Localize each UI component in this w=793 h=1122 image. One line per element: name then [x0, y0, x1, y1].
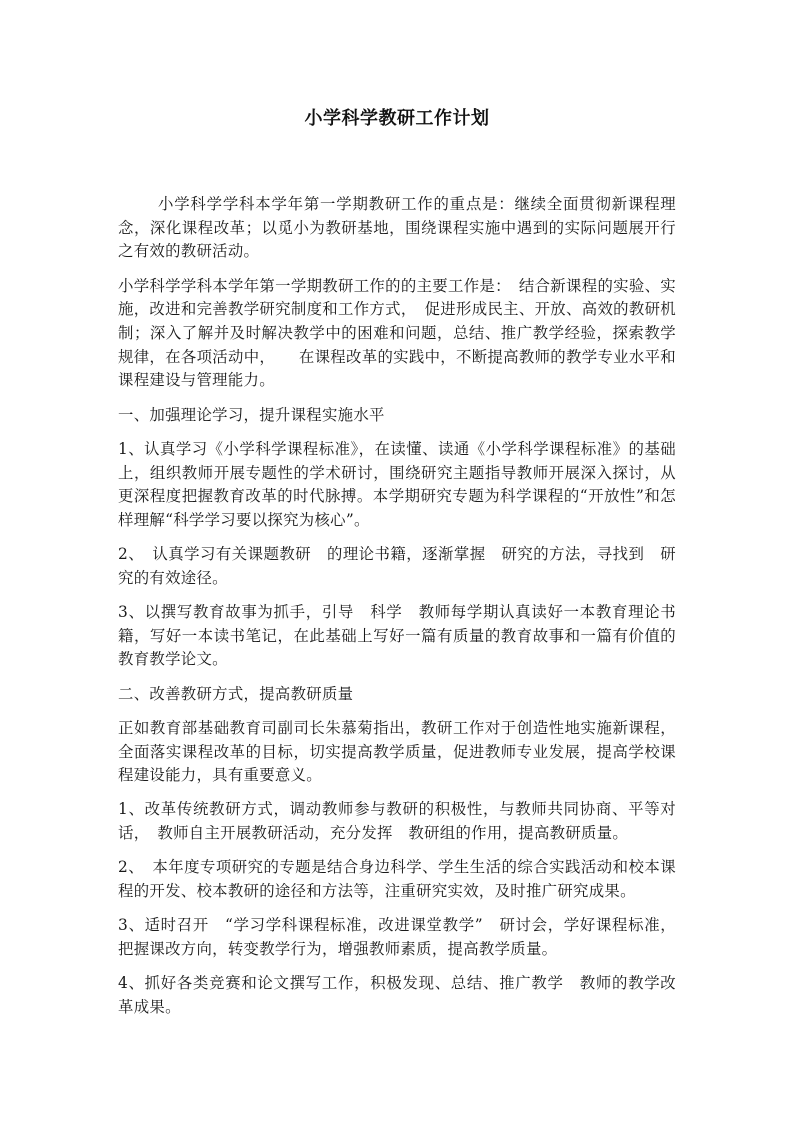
document-title: 小学科学教研工作计划 [304, 108, 490, 129]
paragraph-item-2-2: 2、 本年度专项研究的专题是结合身边科学、学生生活的综合实践活动和校本课程的开发、校本教研的途径和方法等，注重研究实效，及时推广研究成果。 [118, 858, 676, 901]
paragraph-item-1-2: 2、 认真学习有关课题教研 的理论书籍，逐渐掌握 研究的方法，寻找到 研究的有效途径。 [118, 545, 676, 587]
paragraph-item-1-3: 3、以撰写教育故事为抓手，引导 科学 教师每学期认真读好一本教育理论书籍，写好一本读书笔记，在此基础上写好一篇有质量的教育故事和一篇有价值的教育教学论文。 [118, 603, 676, 669]
document-body [118, 193, 676, 1030]
paragraph-intro-focus: 小学科学学科本学年第一学期教研工作的重点是：继续全面贯彻新课程理念，深化课程改革；以觅小为教研基地，围绕课程实施中遇到的实际问题展开行之有效的教研活动。 [118, 195, 676, 261]
section-heading-1: 一、加强理论学习，提升课程实施水平 [118, 405, 385, 424]
paragraph-item-2-1: 1、改革传统教研方式，调动教师参与教研的积极性，与教师共同协商、平等对话， 教师自主开展教研活动，充分发挥 教研组的作用，提高教研质量。 [118, 800, 676, 843]
paragraph-item-2-3: 3、适时召开 “学习学科课程标准，改进课堂教学” 研讨会，学好课程标准，把握课改方向，转变教学行为，增强教师素质，提高教学质量。 [118, 916, 676, 958]
paragraph-item-2-4: 4、抓好各类竞赛和论文撰写工作，积极发现、总结、推广教学 教师的教学改革成果。 [118, 974, 676, 1016]
paragraph-main-work: 小学科学学科本学年第一学期教研工作的的主要工作是： 结合新课程的实验、实施，改进和完善教学研究制度和工作方式， 促进形成民主、开放、高效的教研机制；深入了解并及时解决教学中的困难和问题，总结、推广教学经验，探索教学规律，在各项活动中， 在课程改革的实践中，不断提高教师的教学专业水平和课程建设与管理能力。 [118, 276, 676, 390]
section-heading-2: 二、改善教研方式，提高教研质量 [118, 684, 354, 703]
paragraph-item-1-1: 1、认真学习《小学科学课程标准》，在读懂、读通《小学科学课程标准》的基础上，组织教师开展专题性的学术研讨，围绕研究主题指导教师开展深入探讨，从更深程度把握教育改革的时代脉搏。本学期研究专题为科学课程的“开放性”和怎样理解“科学学习要以探究为核心”。 [118, 439, 676, 529]
paragraph-section-2-intro: 正如教育部基础教育司副司长朱慕菊指出，教研工作对于创造性地实施新课程，全面落实课程改革的目标，切实提高教学质量，促进教师专业发展，提高学校课程建设能力，具有重要意义。 [118, 718, 676, 785]
